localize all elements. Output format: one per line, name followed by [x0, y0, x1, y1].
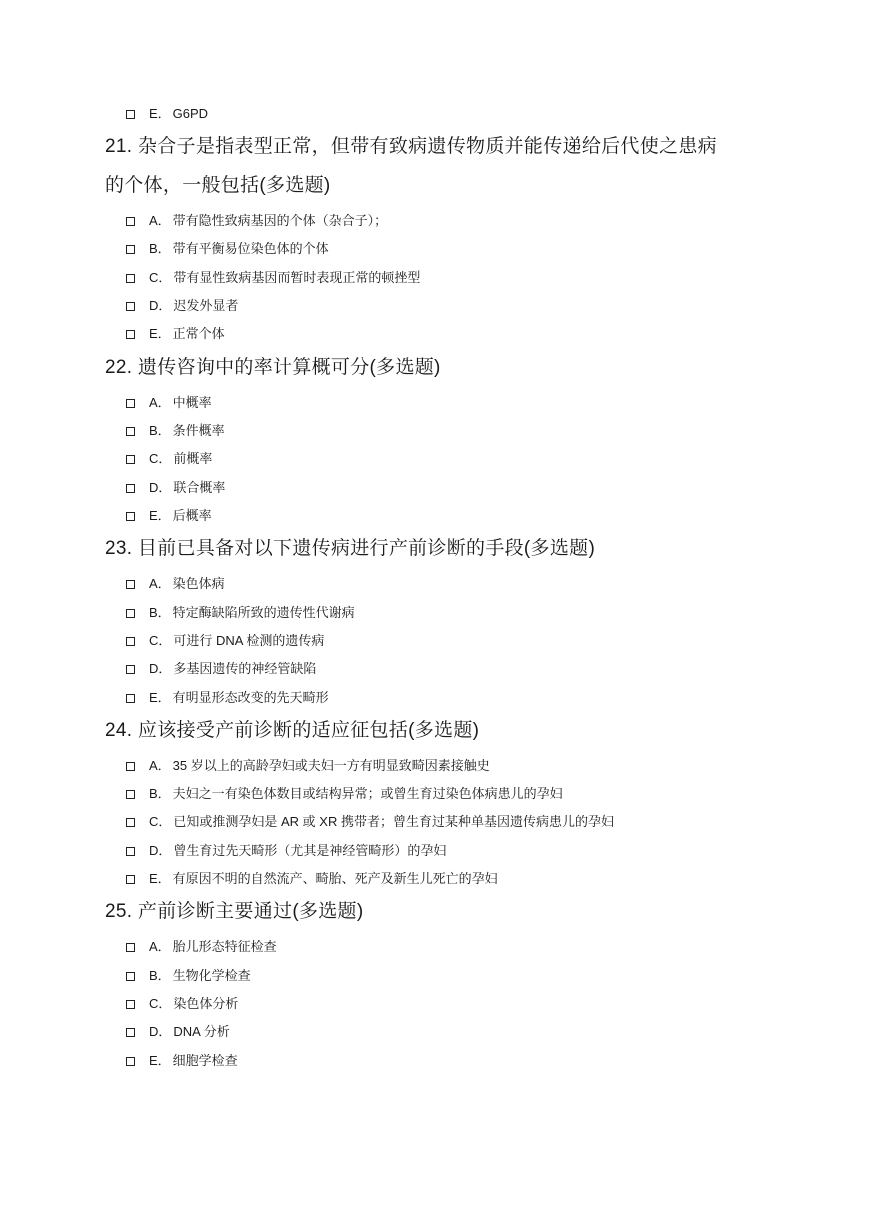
- checkbox-icon[interactable]: [126, 302, 135, 311]
- q25-option-a[interactable]: [126, 937, 277, 957]
- checkbox-icon[interactable]: [126, 274, 135, 283]
- option-letter: C．: [149, 270, 172, 285]
- option-letter: A．: [149, 395, 171, 410]
- option-text: 已知或推测孕妇是 AR 或 XR 携带者；曾生育过某种单基因遗传病患儿的孕妇: [173, 814, 614, 829]
- option-letter: B．: [149, 423, 171, 438]
- option-text: 中概率: [172, 395, 212, 410]
- question-21-title: [105, 134, 717, 160]
- option-text: 染色体病: [172, 576, 225, 591]
- option-letter: A．: [149, 939, 171, 954]
- checkbox-icon[interactable]: [126, 875, 135, 884]
- option-text: 可进行 DNA 检测的遗传病: [173, 633, 325, 648]
- option-letter: D．: [149, 480, 172, 495]
- q25-option-b[interactable]: [126, 966, 251, 986]
- option-letter: D．: [149, 298, 172, 313]
- checkbox-icon[interactable]: [126, 1028, 135, 1037]
- checkbox-icon[interactable]: [126, 790, 135, 799]
- checkbox-icon[interactable]: [126, 847, 135, 856]
- option-text: 夫妇之一有染色体数目或结构异常；或曾生育过染色体病患儿的孕妇: [172, 786, 563, 801]
- checkbox-icon[interactable]: [126, 399, 135, 408]
- option-letter: D．: [149, 843, 172, 858]
- question-text: 产前诊断主要通过(多选题): [137, 901, 364, 922]
- option-text: 35 岁以上的高龄孕妇或夫妇一方有明显致畸因素接触史: [172, 758, 490, 773]
- checkbox-icon[interactable]: [126, 972, 135, 981]
- option-letter: B．: [149, 605, 171, 620]
- option-text: 联合概率: [173, 480, 226, 495]
- checkbox-icon[interactable]: [126, 1000, 135, 1009]
- checkbox-icon[interactable]: [126, 512, 135, 521]
- checkbox-icon[interactable]: [126, 943, 135, 952]
- option-text: 曾生育过先天畸形（尤其是神经管畸形）的孕妇: [173, 843, 447, 858]
- option-text: 细胞学检查: [172, 1053, 238, 1068]
- q23-option-d[interactable]: [126, 659, 316, 679]
- option-letter: C．: [149, 996, 172, 1011]
- q24-option-c[interactable]: [126, 812, 614, 832]
- checkbox-icon[interactable]: [126, 694, 135, 703]
- option-text: 条件概率: [172, 423, 225, 438]
- q22-option-d[interactable]: [126, 478, 225, 498]
- q22-option-a[interactable]: [126, 393, 212, 413]
- question-number: 21.: [105, 136, 133, 157]
- checkbox-icon[interactable]: [126, 484, 135, 493]
- checkbox-icon[interactable]: [126, 427, 135, 436]
- checkbox-icon[interactable]: [126, 245, 135, 254]
- option-text: G6PD: [172, 106, 209, 121]
- q21-option-a[interactable]: [126, 211, 387, 231]
- q24-option-b[interactable]: [126, 784, 563, 804]
- q21-option-c[interactable]: [126, 268, 420, 288]
- option-text: 带有显性致病基因而暂时表现正常的顿挫型: [173, 270, 421, 285]
- question-text: 应该接受产前诊断的适应征包括(多选题): [137, 720, 480, 741]
- option-letter: E．: [149, 1053, 171, 1068]
- checkbox-icon[interactable]: [126, 110, 135, 119]
- question-number: 24.: [105, 720, 133, 741]
- option-text: 带有隐性致病基因的个体（杂合子）；: [172, 213, 388, 228]
- option-text: 特定酶缺陷所致的遗传性代谢病: [172, 605, 355, 620]
- option-letter: C．: [149, 814, 172, 829]
- option-letter: B．: [149, 241, 171, 256]
- q23-option-e[interactable]: [126, 688, 329, 708]
- option-letter: E．: [149, 871, 171, 886]
- q25-option-e[interactable]: [126, 1051, 238, 1071]
- question-number: 25.: [105, 901, 133, 922]
- option-text: 带有平衡易位染色体的个体: [172, 241, 329, 256]
- question-number: 22.: [105, 357, 133, 378]
- option-letter: A．: [149, 576, 171, 591]
- question-24-title: [105, 718, 479, 744]
- option-letter: E．: [149, 690, 171, 705]
- option-text: 生物化学检查: [172, 968, 251, 983]
- q22-option-e[interactable]: [126, 506, 212, 526]
- checkbox-icon[interactable]: [126, 637, 135, 646]
- checkbox-icon[interactable]: [126, 1057, 135, 1066]
- option-letter: E．: [149, 508, 171, 523]
- option-text: 正常个体: [172, 326, 225, 341]
- q23-option-c[interactable]: [126, 631, 324, 651]
- option-letter: B．: [149, 968, 171, 983]
- option-letter: E．: [149, 106, 171, 121]
- q21-option-d[interactable]: [126, 296, 238, 316]
- option-text: 胎儿形态特征检查: [172, 939, 277, 954]
- option-text: 有原因不明的自然流产、畸胎、死产及新生儿死亡的孕妇: [172, 871, 498, 886]
- q22-option-c[interactable]: [126, 449, 212, 469]
- question-23-title: [105, 536, 595, 562]
- question-text: 遗传咨询中的率计算概可分(多选题): [137, 357, 441, 378]
- option-text: 多基因遗传的神经管缺陷: [173, 661, 317, 676]
- question-text: 目前已具备对以下遗传病进行产前诊断的手段(多选题): [137, 538, 596, 559]
- prev-option-e[interactable]: [126, 104, 208, 124]
- checkbox-icon[interactable]: [126, 665, 135, 674]
- checkbox-icon[interactable]: [126, 330, 135, 339]
- q25-option-d[interactable]: [126, 1022, 230, 1042]
- option-text: 迟发外显者: [173, 298, 239, 313]
- q24-option-d[interactable]: [126, 841, 446, 861]
- option-text: 前概率: [173, 451, 213, 466]
- checkbox-icon[interactable]: [126, 818, 135, 827]
- question-25-title: [105, 899, 363, 925]
- q25-option-c[interactable]: [126, 994, 238, 1014]
- option-letter: D．: [149, 661, 172, 676]
- option-letter: C．: [149, 451, 172, 466]
- option-letter: E．: [149, 326, 171, 341]
- option-letter: C．: [149, 633, 172, 648]
- checkbox-icon[interactable]: [126, 580, 135, 589]
- question-number: 23.: [105, 538, 133, 559]
- q24-option-e[interactable]: [126, 869, 498, 889]
- option-text: 染色体分析: [173, 996, 239, 1011]
- checkbox-icon[interactable]: [126, 217, 135, 226]
- option-letter: A．: [149, 758, 171, 773]
- q23-option-a[interactable]: [126, 574, 225, 594]
- checkbox-icon[interactable]: [126, 609, 135, 618]
- checkbox-icon[interactable]: [126, 762, 135, 771]
- q24-option-a[interactable]: [126, 756, 490, 776]
- q21-option-e[interactable]: [126, 324, 225, 344]
- option-text: DNA 分析: [173, 1024, 230, 1039]
- option-text: 有明显形态改变的先天畸形: [172, 690, 329, 705]
- q21-option-b[interactable]: [126, 239, 329, 259]
- checkbox-icon[interactable]: [126, 455, 135, 464]
- q22-option-b[interactable]: [126, 421, 225, 441]
- question-text: 杂合子是指表型正常，但带有致病遗传物质并能传递给后代使之患病: [137, 136, 717, 157]
- question-21-title-line2: 的个体，一般包括(多选题): [105, 175, 331, 196]
- option-text: 后概率: [172, 508, 212, 523]
- option-letter: B．: [149, 786, 171, 801]
- question-22-title: [105, 355, 441, 381]
- q23-option-b[interactable]: [126, 603, 355, 623]
- option-letter: A．: [149, 213, 171, 228]
- option-letter: D．: [149, 1024, 172, 1039]
